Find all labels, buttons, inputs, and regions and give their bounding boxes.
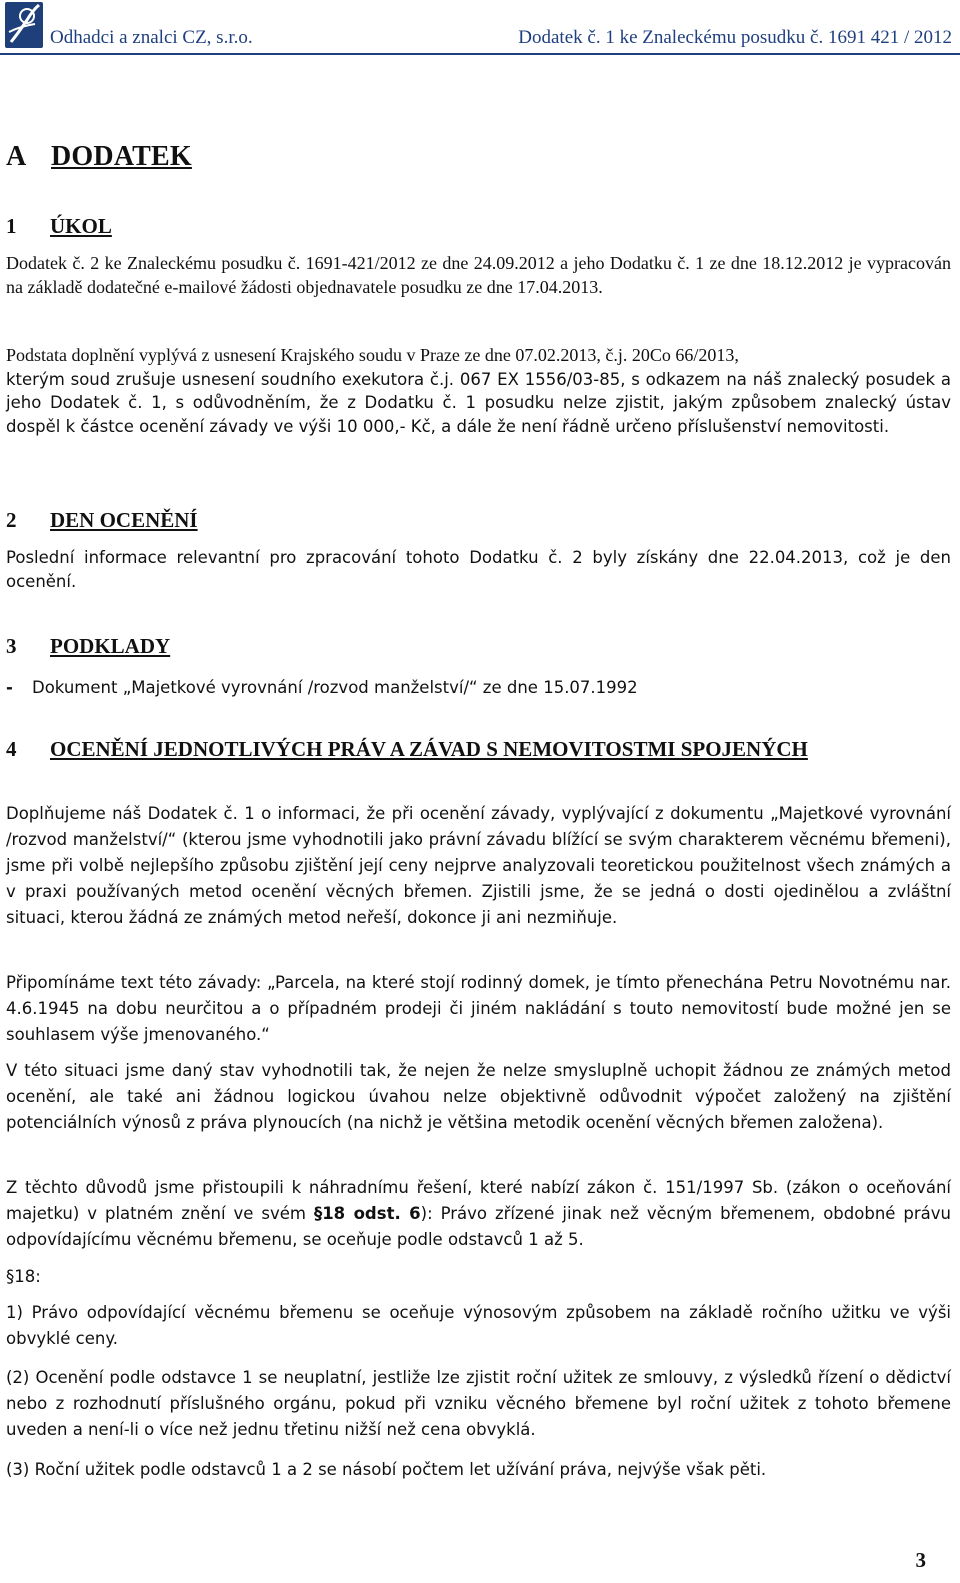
section-title: DEN OCENĚNÍ — [50, 508, 198, 532]
paragraph-text: Dokument „Majetkové vyrovnání /rozvod manželství/“ ze dne 15.07.1992 — [32, 678, 638, 697]
paragraph-text: (2) Ocenění podle odstavce 1 se neuplatní, jestliže lze zjistit roční užitek ze smlouvy, z výsledků řízení o dědictví nebo z rozhodnutí příslušného orgánu, pokud při vzniku věcného břemene byl roční užitek z tohoto břemene uveden a není-li o více než jednu třetinu nižší než cena obvyklá. — [6, 1368, 951, 1439]
list-dash: - — [6, 678, 13, 697]
paragraph-text: kterým soud zrušuje usnesení soudního exekutora č.j. 067 EX 1556/03-85, s odkazem na náš znalecký posudek a jeho Dodatek č. 1, s odůvodněním, že z Dodatku č. 1 posudku nelze zjistit, jakým způsobem znalecký ústav dospěl k částce ocenění závady ve výši 10 000,- Kč, a dále že není řádně určeno příslušenství nemovitosti. — [6, 369, 951, 436]
page-title — [6, 141, 192, 173]
company-logo-icon — [5, 2, 43, 48]
text-part: Z těchto důvodů jsme přistoupili k náhradnímu řešení, které nabízí zákon č. 151/1997 Sb. (zákon o oceňování majetku) v platném znění ve svém — [6, 1178, 951, 1223]
paragraph-law-reference — [6, 1175, 951, 1253]
section-number: 4 — [6, 737, 17, 761]
paragraph-text: §18: — [6, 1267, 41, 1286]
paragraph-text: Doplňujeme náš Dodatek č. 1 o informaci, že při ocenění závady, vyplývající z dokumentu „Majetkové vyrovnání /rozvod manželství/“ (kterou jsme vyhodnotili jako právní závadu blížící se svým charakterem věcnému břemeni), jsme při volbě nejlepšího způsobu zjištění její ceny nejprve analyzovali teoretickou použitelnost všech známých a v praxi používaných metod ocenění věcných břemen. Zjistili jsme, že se jedná o dosti ojedinělou a zvláštní situaci, kterou žádná ze známých metod neřeší, dokonce ji ani nezmiňuje. — [6, 804, 951, 927]
paragraph-basis — [6, 344, 951, 438]
title-letter: A — [6, 141, 27, 172]
paragraph-text: 1) Právo odpovídající věcnému břemenu se oceňuje výnosovým způsobem na základě ročního užitku ve výši obvyklé ceny. — [6, 1303, 951, 1348]
section-number: 1 — [6, 214, 17, 238]
section-number: 3 — [6, 634, 17, 658]
section-number: 2 — [6, 508, 17, 532]
paragraph-text — [6, 1175, 951, 1253]
section-heading-1 — [6, 214, 112, 239]
paragraph-assignment — [6, 252, 951, 299]
title-text: DODATEK — [51, 141, 192, 172]
section-heading-3 — [6, 634, 170, 659]
page-number: 3 — [915, 1548, 926, 1572]
paragraph-text: V této situaci jsme daný stav vyhodnotili tak, že nejen že nelze smysluplně uchopit žádnou ze známých metod ocenění, ale také ani žádnou logickou úvahou nelze objektivně odůvodnit výpočet založený na zjištění potenciálních výnosů z práva plynoucích (na nichž je většina metodik ocenění věcných břemen založena). — [6, 1061, 951, 1132]
paragraph-evaluation — [6, 1058, 951, 1136]
list-item-document — [6, 676, 951, 700]
paragraph-text: Připomínáme text této závady: „Parcela, na které stojí rodinný domek, je tímto přenechána Petru Novotnému nar. 4.6.1945 na dobu neurčitou a o případném prodeji či jiném nakládání s touto nemovitostí bude možné jen se souhlasem výše jmenovaného.“ — [6, 973, 951, 1044]
text-part: ): Právo zřízené jinak než věcným břemenem, obdobné právu odpovídajícímu věcnému břemenu, se oceňuje podle odstavců 1 až 5. — [6, 1204, 951, 1249]
document-reference: Dodatek č. 1 ke Znaleckému posudku č. 1691 421 / 2012 — [518, 27, 952, 48]
paragraph-valuation-date — [6, 546, 951, 593]
header-rule — [0, 53, 960, 55]
paragraph-text: Dodatek č. 2 ke Znaleckému posudku č. 1691-421/2012 ze dne 24.09.2012 a jeho Dodatku č. 1 ze dne 18.12.2012 je vypracován na základě dodatečné e-mailové žádosti objednavatele posudku ze dne 17.04.2013. — [6, 253, 951, 297]
law-section-bold: §18 odst. 6 — [313, 1204, 421, 1223]
paragraph-law-2 — [6, 1365, 951, 1443]
section-title: PODKLADY — [50, 634, 171, 658]
paragraph-law-1 — [6, 1300, 951, 1352]
paragraph-text: Poslední informace relevantní pro zpracování tohoto Dodatku č. 2 byly získány dne 22.04.2013, což je den ocenění. — [6, 548, 951, 591]
section-heading-2 — [6, 508, 198, 533]
paragraph-supplement — [6, 801, 951, 931]
page-header — [0, 0, 960, 56]
paragraph-encumbrance-text — [6, 970, 951, 1048]
section-heading-4 — [6, 737, 808, 762]
paragraph-text: Podstata doplnění vyplývá z usnesení Krajského soudu v Praze ze dne 07.02.2013, č.j. 20Co 66/2013, — [6, 345, 739, 365]
section-title: OCENĚNÍ JEDNOTLIVÝCH PRÁV A ZÁVAD S NEMOVITOSTMI SPOJENÝCH — [50, 737, 808, 761]
section-title: ÚKOL — [50, 214, 112, 238]
paragraph-text: (3) Roční užitek podle odstavců 1 a 2 se násobí počtem let užívání práva, nejvýše však pěti. — [6, 1460, 767, 1479]
paragraph-section-18 — [6, 1265, 951, 1289]
paragraph-law-3 — [6, 1458, 951, 1482]
company-name: Odhadci a znalci CZ, s.r.o. — [50, 27, 253, 48]
